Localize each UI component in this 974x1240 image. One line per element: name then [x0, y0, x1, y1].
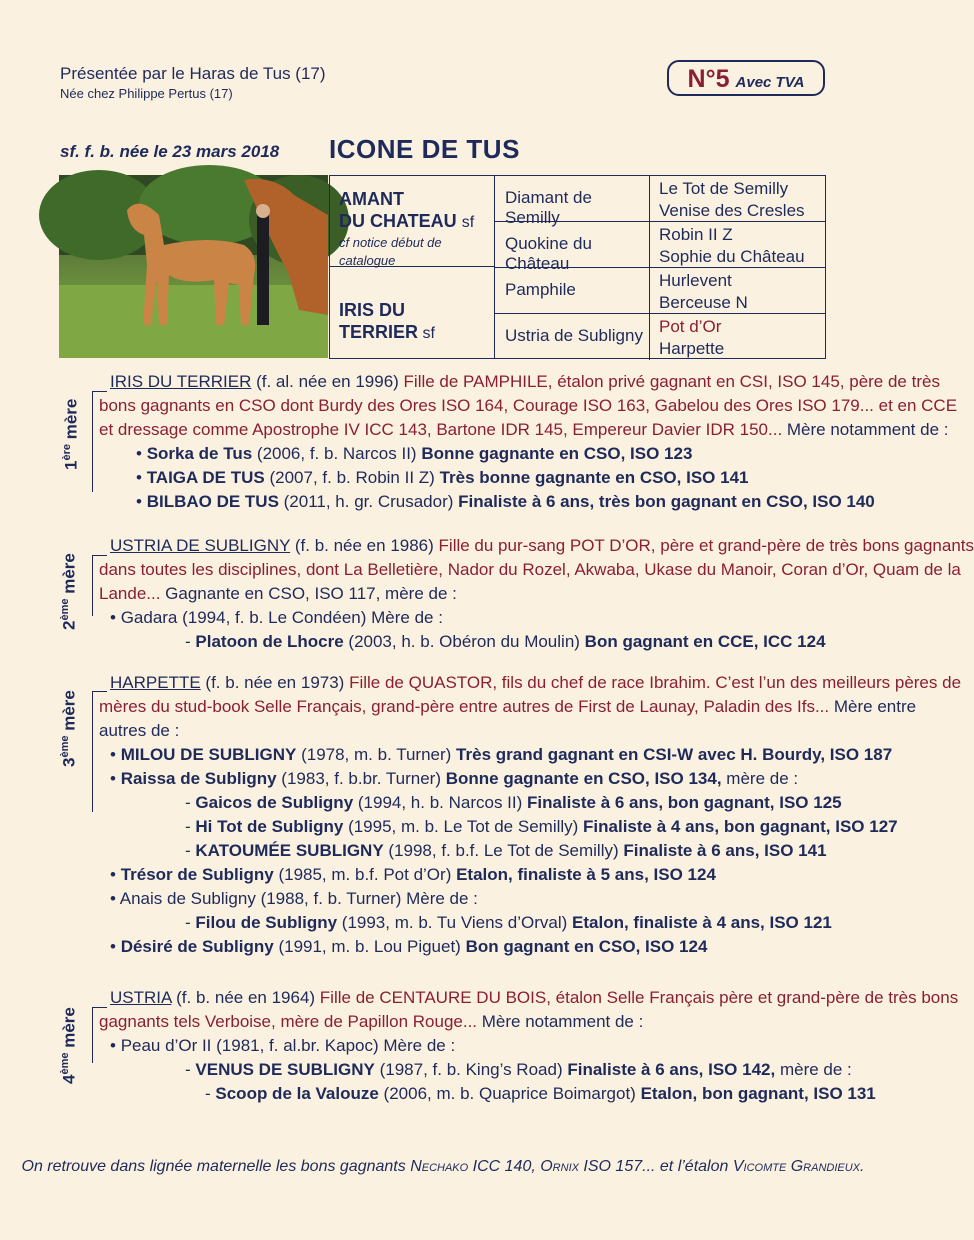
pedigree-great-grandparent: Sophie du Château — [659, 247, 805, 266]
list-item: • TAIGA DE TUS (2007, f. b. Robin II Z) Très bonne gagnante en CSO, ISO 141 — [136, 468, 749, 487]
pedigree-ggp-cell — [650, 222, 826, 268]
list-item: • Gadara (1994, f. b. Le Condéen) Mère de : — [110, 608, 443, 627]
pedigree-grandparent: Diamant de Semilly — [495, 176, 650, 222]
fourth-dam-section: USTRIA (f. b. née en 1964) Fille de CENTAURE DU BOIS, étalon Selle Français père et grand-père de très bons gagnants tels Verboise, mère de Papillon Rouge... Mère notamment de : • Peau d’Or II (1981, f. al.br. Kapoc) Mère de : - VENUS DE SUBLIGNY (1987, f. b. King’s Road) Finaliste à 6 ans, ISO 142, mère de : - Scoop de la Valouze (2006, m. b. Quaprice Boimargot) Etalon, bon gagnant, ISO 131 — [110, 986, 830, 1106]
presented-by: Présentée par le Haras de Tus (17) — [60, 64, 326, 83]
dam-breed: sf — [422, 325, 435, 342]
second-dam-section: USTRIA DE SUBLIGNY (f. b. née en 1986) Fille du pur-sang POT D’OR, père et grand-père de très bons gagnants dans toutes les disciplines, dont La Belletière, Nador du Rozel, Akwaba, Ukase du Manoir, Coran d’Or, Quam de la Lande... Gagnante en CSO, ISO 117, mère de : • Gadara (1994, f. b. Le Condéen) Mère de : - Platoon de Lhocre (2003, h. b. Obéron du Moulin) Bon gagnant en CCE, ICC 124 — [110, 534, 830, 654]
foal-photo-illustration — [59, 175, 328, 358]
header-left — [60, 64, 326, 104]
pedigree-ggp-cell — [650, 176, 826, 222]
list-item: • MILOU DE SUBLIGNY (1978, m. b. Turner) Très grand gagnant en CSI-W avec H. Bourdy, ISO 187 — [110, 745, 893, 764]
third-dam-section: HARPETTE (f. b. née en 1973) Fille de QUASTOR, fils du chef de race Ibrahim. C’est l’un des meilleurs pères de mères du stud-book Selle Français, grand-père entre autres de First de Launay, Paladin des Ifs... Mère entre autres de : • MILOU DE SUBLIGNY (1978, m. b. Turner) Très grand gagnant en CSI-W avec H. Bourdy, ISO 187 • Raissa de Subligny (1983, f. b.br. Turner) Bonne gagnante en CSO, ISO 134, mère de : - Gaicos de Subligny (1994, h. b. Narcos II) Finaliste à 6 ans, bon gagnant, ISO 125 - Hi Tot de Subligny (1995, m. b. Le Tot de Semilly) Finaliste à 4 ans, bon gagnant, ISO 127 - KATOUMÉE SUBLIGNY (1998, f. b.f. Le Tot de Semilly) Finaliste à 6 ans, ISO 141 • Trésor de Subligny (1985, m. b.f. Pot d’Or) Etalon, finaliste à 5 ans, ISO 124 • Anais de Subligny (1988, f. b. Turner) Mère de : - Filou de Subligny (1993, m. b. Tu Viens d’Orval) Etalon, finaliste à 4 ans, ISO 121 • Désiré de Subligny (1991, m. b. Lou Piguet) Bon gagnant en CSO, ISO 124 — [110, 671, 830, 959]
horse-photo — [59, 175, 328, 358]
third-dam-label: 3ème mère — [59, 690, 79, 767]
list-item: • Sorka de Tus (2006, f. b. Narcos II) Bonne gagnante en CSO, ISO 123 — [136, 444, 693, 463]
list-item: • Raissa de Subligny (1983, f. b.br. Turner) Bonne gagnante en CSO, ISO 134, mère de : — [110, 769, 799, 788]
lot-badge — [667, 60, 825, 96]
fourth-dam-name: USTRIA — [110, 988, 172, 1007]
list-item: - VENUS DE SUBLIGNY (1987, f. b. King’s Road) Finaliste à 6 ans, ISO 142, mère de : — [185, 1060, 852, 1079]
lot-tva: Avec TVA — [735, 74, 805, 91]
pedigree-great-grandparent: Venise des Cresles — [659, 201, 805, 220]
pedigree-grandparent: Quokine du Château — [495, 222, 650, 268]
list-item: • Désiré de Subligny (1991, m. b. Lou Piguet) Bon gagnant en CSO, ISO 124 — [110, 937, 708, 956]
list-item: - Hi Tot de Subligny (1995, m. b. Le Tot de Semilly) Finaliste à 4 ans, bon gagnant, ISO 127 — [185, 817, 898, 836]
first-dam-label: 1ère mère — [61, 398, 81, 470]
list-item: • Anais de Subligny (1988, f. b. Turner) Mère de : — [110, 889, 478, 908]
pedigree-ggp-cell — [650, 268, 826, 314]
list-item: - KATOUMÉE SUBLIGNY (1998, f. b.f. Le Tot de Semilly) Finaliste à 6 ans, ISO 141 — [185, 841, 827, 860]
first-dam-name: IRIS DU TERRIER — [110, 372, 252, 391]
second-dam-name: USTRIA DE SUBLIGNY — [110, 536, 291, 555]
lot-number: N°5 — [687, 65, 730, 93]
pedigree-table — [329, 175, 826, 359]
first-dam-section: IRIS DU TERRIER (f. al. née en 1996) Fille de PAMPHILE, étalon privé gagnant en CSI, ISO 145, père de très bons gagnants en CSO dont Burdy des Ores ISO 164, Courage ISO 163, Gabelou des Ores ISO 179... et en CCE et dressage comme Apostrophe IV ICC 143, Bartone IDR 145, Empereur Davier IDR 150... Mère notamment de : • Sorka de Tus (2006, f. b. Narcos II) Bonne gagnante en CSO, ISO 123 • TAIGA DE TUS (2007, f. b. Robin II Z) Très bonne gagnante en CSO, ISO 141 • BILBAO DE TUS (2011, h. gr. Crusador) Finaliste à 6 ans, très bon gagnant en CSO, ISO 140 — [110, 370, 830, 514]
list-item: - Gaicos de Subligny (1994, h. b. Narcos II) Finaliste à 6 ans, bon gagnant, ISO 125 — [185, 793, 842, 812]
list-item: • Peau d’Or II (1981, f. al.br. Kapoc) Mère de : — [110, 1036, 456, 1055]
sire-name-line2: DU CHATEAU — [339, 211, 457, 231]
horse-name: ICONE DE TUS — [329, 134, 520, 164]
pedigree-great-grandparent: Robin II Z — [659, 225, 733, 244]
pedigree-great-grandparent: Hurlevent — [659, 271, 732, 290]
pedigree-grandparent: Ustria de Subligny — [495, 314, 650, 360]
list-item: - Filou de Subligny (1993, m. b. Tu Viens d’Orval) Etalon, finaliste à 4 ans, ISO 121 — [185, 913, 832, 932]
pedigree-ggp-cell — [650, 314, 826, 360]
pedigree-great-grandparent: Berceuse N — [659, 293, 748, 312]
list-item: • BILBAO DE TUS (2011, h. gr. Crusador) Finaliste à 6 ans, très bon gagnant en CSO, ISO 140 — [136, 492, 875, 511]
third-dam-name: HARPETTE — [110, 673, 201, 692]
fourth-dam-label: 4ème mère — [59, 1007, 79, 1084]
sire-breed: sf — [461, 214, 475, 231]
dam-name: IRIS DU TERRIER — [339, 300, 419, 342]
list-item: - Platoon de Lhocre (2003, h. b. Obéron du Moulin) Bon gagnant en CCE, ICC 124 — [185, 632, 826, 651]
birth-info: sf. f. b. née le 23 mars 2018 — [60, 142, 280, 161]
list-item: • Trésor de Subligny (1985, m. b.f. Pot d’Or) Etalon, finaliste à 5 ans, ISO 124 — [110, 865, 716, 884]
pedigree-great-grandparent: Harpette — [659, 339, 725, 358]
sire-name-line1: AMANT — [339, 189, 404, 209]
pedigree-dam — [330, 267, 495, 358]
pedigree-sire — [330, 176, 495, 267]
pedigree-great-grandparent: Le Tot de Semilly — [659, 179, 789, 198]
list-item: - Scoop de la Valouze (2006, m. b. Quaprice Boimargot) Etalon, bon gagnant, ISO 131 — [205, 1084, 876, 1103]
born-at: Née chez Philippe Pertus (17) — [60, 86, 233, 101]
footer-note: On retrouve dans lignée maternelle les bons gagnants Nechako ICC 140, Ornix ISO 157... et l’étalon Vicomte Grandieux. — [21, 1158, 865, 1175]
pedigree-great-grandparent: Pot d’Or — [659, 317, 722, 336]
second-dam-label: 2ème mère — [59, 553, 79, 630]
pedigree-grandparent: Pamphile — [495, 268, 650, 314]
sire-note: cf notice début de catalogue — [339, 235, 442, 268]
